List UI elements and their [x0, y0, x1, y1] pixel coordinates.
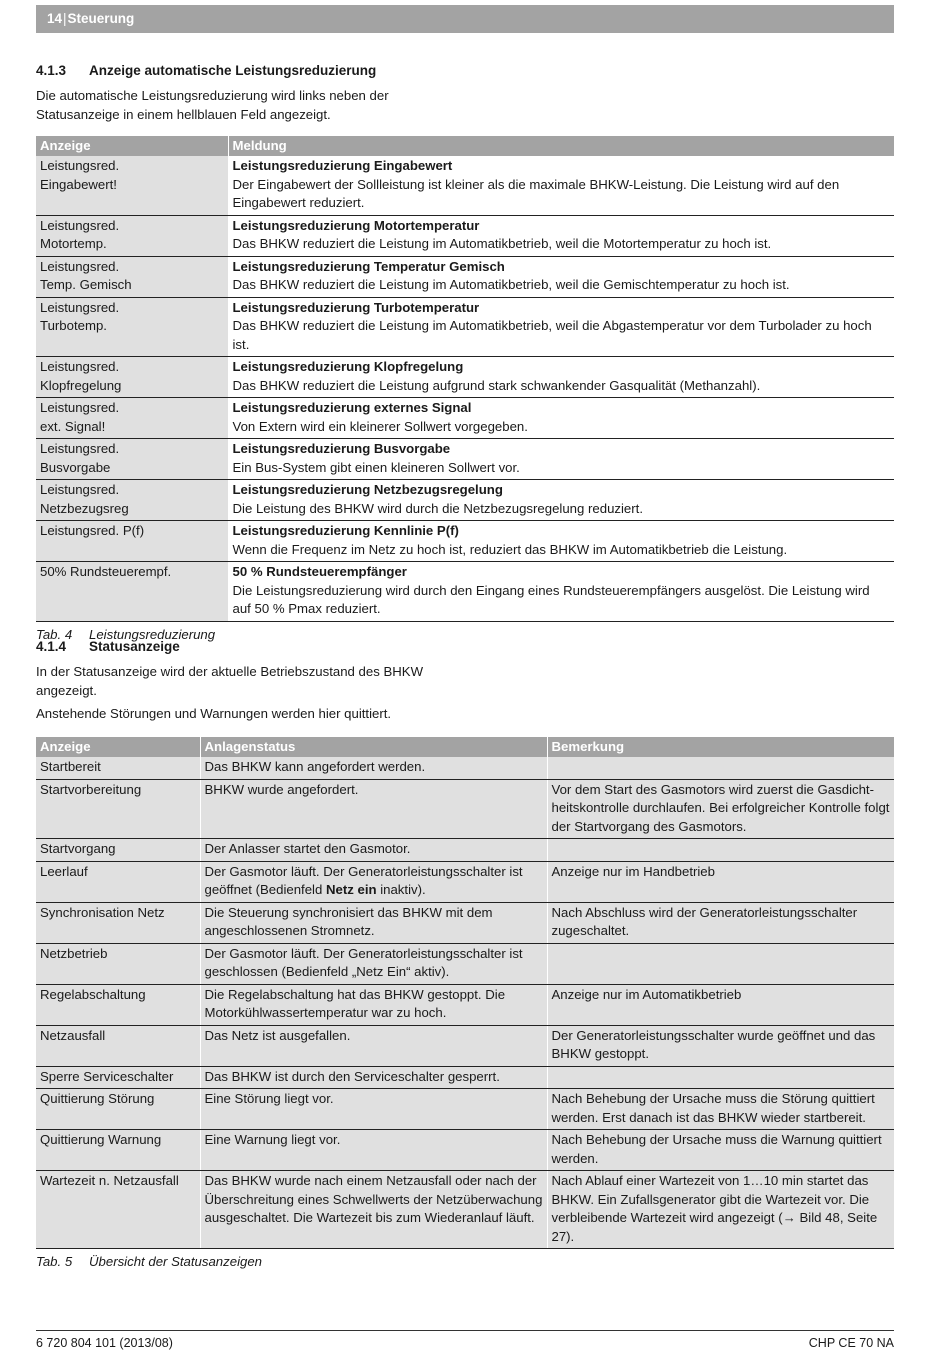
caption-text: Übersicht der Statusanzeigen — [89, 1254, 263, 1269]
footer-divider — [36, 1330, 894, 1331]
section-4-1-4 — [36, 638, 894, 724]
section-number: 4.1.4 — [36, 639, 67, 654]
cell-anzeige — [36, 156, 228, 215]
column-header-anzeige: Anzeige — [36, 737, 200, 757]
table-row — [36, 861, 894, 902]
cell-anzeige: Startvorgang — [36, 839, 200, 862]
cell-bemerkung — [547, 943, 894, 984]
table-leistungsreduzierung — [36, 136, 894, 622]
table-statusanzeigen — [36, 737, 894, 1249]
cell-anzeige — [36, 480, 228, 521]
meldung-text: Die Leistung des BHKW wird durch die Netzbezugsregelung reduziert. — [232, 500, 643, 516]
table-row — [36, 1130, 894, 1171]
anzeige-line-1: Leistungsred. — [40, 482, 120, 497]
intro-line-2: angezeigt. — [36, 682, 97, 698]
table-4 — [36, 136, 894, 644]
cell-meldung — [228, 480, 894, 521]
table-row — [36, 779, 894, 839]
cell-bemerkung: Nach Behebung der Ursache muss die Störung quittiert werden. Erst danach ist das BHKW wieder startbereit. — [547, 1089, 894, 1130]
cell-anzeige — [36, 297, 228, 357]
cell-anzeige: Quittierung Warnung — [36, 1130, 200, 1171]
page-header-bar — [36, 5, 894, 33]
anzeige-line-2: Eingabewert! — [40, 176, 117, 192]
meldung-title: Leistungsreduzierung Netzbezugsregelung — [232, 482, 503, 497]
cell-anzeige: Leerlauf — [36, 861, 200, 902]
meldung-text: Das BHKW reduziert die Leistung im Automatikbetrieb, weil die Motortemperatur zu hoch ist. — [232, 236, 772, 251]
anzeige-line-1: Leistungsred. P(f) — [40, 523, 145, 538]
cell-anlagenstatus: Die Regelabschaltung hat das BHKW gestoppt. Die Motorkühlwassertemperatur war zu hoch. — [200, 984, 547, 1025]
cell-anzeige: Synchronisation Netz — [36, 902, 200, 943]
meldung-title: Leistungsreduzierung Temperatur Gemisch — [232, 258, 505, 274]
cell-bemerkung: Nach Abschluss wird der Generatorleistungsschalter zugeschaltet. — [547, 902, 894, 943]
table-row — [36, 1066, 894, 1089]
table-row — [36, 1089, 894, 1130]
cell-anlagenstatus: Eine Störung liegt vor. — [200, 1089, 547, 1130]
status-text-post: inaktiv). — [376, 882, 426, 897]
table-row — [36, 398, 894, 439]
column-header-meldung: Meldung — [228, 136, 894, 156]
cell-anzeige — [36, 357, 228, 398]
cell-meldung — [228, 357, 894, 398]
meldung-text: Das BHKW reduziert die Leistung im Automatikbetrieb, weil die Gemischtemperatur zu hoch ist. — [232, 277, 790, 292]
table-row — [36, 1171, 894, 1249]
cell-anzeige: Wartezeit n. Netzausfall — [36, 1171, 200, 1249]
cell-anlagenstatus: Die Steuerung synchronisiert das BHKW mit dem angeschlossenen Stromnetz. — [200, 902, 547, 943]
cell-anzeige — [36, 521, 228, 562]
meldung-text: Wenn die Frequenz im Netz zu hoch ist, reduziert das BHKW im Automatikbetrieb die Leistung. — [232, 541, 788, 557]
table-row — [36, 215, 894, 256]
anzeige-line-1: Leistungsred. — [40, 299, 120, 315]
meldung-text: Der Eingabewert der Sollleistung ist kleiner als die maximale BHKW-Leistung. Die Leistung wird auf den Eingabewert reduziert. — [232, 176, 840, 210]
column-header-anlagenstatus: Anlagenstatus — [200, 737, 547, 757]
table-row — [36, 839, 894, 862]
cell-anlagenstatus: BHKW wurde angefordert. — [200, 779, 547, 839]
cell-anzeige — [36, 398, 228, 439]
cell-meldung — [228, 156, 894, 215]
cell-bemerkung: Anzeige nur im Handbetrieb — [547, 861, 894, 902]
table-row — [36, 757, 894, 779]
meldung-title: Leistungsreduzierung Turbotemperatur — [232, 299, 480, 315]
status-text-pre: Der Gasmotor läuft. Der Generatorleistungsschalter ist geöffnet (Bedienfeld — [204, 863, 523, 897]
cell-bemerkung — [547, 1066, 894, 1089]
anzeige-line-2: Motortemp. — [40, 236, 107, 251]
table-row — [36, 943, 894, 984]
meldung-title: Leistungsreduzierung Klopfregelung — [232, 359, 464, 374]
section-number: 4.1.3 — [36, 63, 67, 78]
section-4-1-3-heading — [36, 62, 894, 80]
cell-anzeige: Regelabschaltung — [36, 984, 200, 1025]
page-number: 14 — [47, 11, 63, 26]
anzeige-line-1: Leistungsred. — [40, 441, 120, 456]
section-4-1-4-intro-2: Anstehende Störungen und Warnungen werden hier quittiert. — [36, 706, 392, 721]
cell-meldung — [228, 215, 894, 256]
table-header-row — [36, 136, 894, 156]
anzeige-line-2: Busvorgabe — [40, 459, 111, 475]
table-row — [36, 439, 894, 480]
anzeige-line-2: ext. Signal! — [40, 418, 106, 434]
section-4-1-3 — [36, 62, 894, 124]
cell-anlagenstatus: Der Gasmotor läuft. Der Generatorleistungsschalter ist geschlossen (Bedienfeld „Netz Ein“ aktiv). — [200, 943, 547, 984]
anzeige-line-1: Leistungsred. — [40, 400, 120, 415]
table-row — [36, 297, 894, 357]
caption-number: Tab. 5 — [36, 1254, 73, 1269]
table-row — [36, 256, 894, 297]
section-title: Statusanzeige — [89, 639, 180, 654]
table-row — [36, 521, 894, 562]
cell-anzeige — [36, 215, 228, 256]
cell-anzeige: Sperre Serviceschalter — [36, 1066, 200, 1089]
footer-document-number: 6 720 804 101 (2013/08) — [36, 1336, 173, 1350]
table-row — [36, 357, 894, 398]
cell-anlagenstatus: Das BHKW kann angefordert werden. — [200, 757, 547, 779]
status-text-bold: Netz ein — [325, 882, 377, 897]
cell-anzeige: Startbereit — [36, 757, 200, 779]
table-5-body — [36, 757, 894, 1249]
meldung-text: Von Extern wird ein kleinerer Sollwert vorgegeben. — [232, 418, 528, 434]
cell-anlagenstatus: Das BHKW ist durch den Serviceschalter gesperrt. — [200, 1066, 547, 1089]
header-section: Steuerung — [67, 11, 135, 26]
cell-bemerkung — [547, 839, 894, 862]
section-4-1-4-intro — [36, 663, 894, 700]
cell-anzeige — [36, 562, 228, 622]
anzeige-line-2: Temp. Gemisch — [40, 277, 132, 292]
table-5 — [36, 737, 894, 1272]
meldung-text: Das BHKW reduziert die Leistung aufgrund stark schwankender Gasqualität (Methanzahl). — [232, 377, 761, 393]
cell-bemerkung: Nach Ablauf einer Wartezeit von 1…10 min startet das BHKW. Ein Zufallsgenerator gibt die Wartezeit vor. Die verbleibende Wartezeit wird angezeigt (→ Bild 48, Seite 27). — [547, 1171, 894, 1249]
meldung-title: Leistungsreduzierung externes Signal — [232, 400, 472, 415]
cell-bemerkung — [547, 757, 894, 779]
cell-bemerkung: Vor dem Start des Gasmotors wird zuerst die Gasdicht-heitskontrolle durchlaufen. Bei erfolgreicher Kontrolle folgt der Startvorgang des Gasmotors. — [547, 779, 894, 839]
cell-meldung — [228, 521, 894, 562]
table-row — [36, 1025, 894, 1066]
anzeige-line-2: Turbotemp. — [40, 318, 107, 333]
table-5-caption — [36, 1253, 894, 1272]
anzeige-line-1: 50% Rundsteuerempf. — [40, 564, 172, 579]
table-row — [36, 984, 894, 1025]
cell-anzeige: Startvorbereitung — [36, 779, 200, 839]
anzeige-line-1: Leistungsred. — [40, 258, 120, 274]
cell-anlagenstatus: Der Anlasser startet den Gasmotor. — [200, 839, 547, 862]
meldung-text: Die Leistungsreduzierung wird durch den Eingang eines Rundsteuerempfängers ausgelöst. Die Leistung wird auf 50 % Pmax reduziert. — [232, 582, 870, 616]
caption-text: Leistungsreduzierung — [89, 626, 216, 642]
meldung-title: 50 % Rundsteuerempfänger — [232, 564, 407, 579]
cell-anzeige: Netzausfall — [36, 1025, 200, 1066]
cell-meldung — [228, 439, 894, 480]
anzeige-line-1: Leistungsred. — [40, 359, 120, 374]
table-row — [36, 562, 894, 622]
cell-anlagenstatus: Eine Warnung liegt vor. — [200, 1130, 547, 1171]
cell-anzeige: Netzbetrieb — [36, 943, 200, 984]
cell-anlagenstatus: Das BHKW wurde nach einem Netzausfall oder nach der Überschreitung eines Schwellwerts der Netzüberwachung ausgeschaltet. Die Wartezeit bis zum Wiederanlauf läuft. — [200, 1171, 547, 1249]
footer-product-name: CHP CE 70 NA — [808, 1336, 894, 1350]
meldung-title: Leistungsreduzierung Motortemperatur — [232, 217, 480, 233]
meldung-title: Leistungsreduzierung Busvorgabe — [232, 441, 451, 456]
cell-anzeige: Quittierung Störung — [36, 1089, 200, 1130]
meldung-text: Das BHKW reduziert die Leistung im Automatikbetrieb, weil die Abgastemperatur vor dem Turbolader zu hoch ist. — [232, 318, 872, 352]
section-4-1-4-heading — [36, 638, 894, 656]
table-header-row — [36, 737, 894, 757]
cell-anzeige — [36, 439, 228, 480]
cell-meldung — [228, 562, 894, 622]
cell-anzeige — [36, 256, 228, 297]
anzeige-line-1: Leistungsred. — [40, 217, 120, 233]
intro-line-1: In der Statusanzeige wird der aktuelle Betriebszustand des BHKW — [36, 664, 424, 679]
cell-bemerkung: Anzeige nur im Automatikbetrieb — [547, 984, 894, 1025]
cell-anlagenstatus — [200, 861, 547, 902]
column-header-bemerkung: Bemerkung — [547, 737, 894, 757]
cell-meldung — [228, 256, 894, 297]
table-row — [36, 480, 894, 521]
anzeige-line-2: Netzbezugsreg — [40, 500, 129, 516]
cell-meldung — [228, 398, 894, 439]
table-row — [36, 902, 894, 943]
cell-bemerkung: Nach Behebung der Ursache muss die Warnung quittiert werden. — [547, 1130, 894, 1171]
section-4-1-3-intro — [36, 87, 894, 124]
cell-anlagenstatus: Das Netz ist ausgefallen. — [200, 1025, 547, 1066]
anzeige-line-1: Leistungsred. — [40, 158, 120, 173]
cell-bemerkung: Der Generatorleistungsschalter wurde geöffnet und das BHKW gestoppt. — [547, 1025, 894, 1066]
cell-meldung — [228, 297, 894, 357]
table-4-body — [36, 156, 894, 621]
column-header-anzeige: Anzeige — [36, 136, 228, 156]
table-row — [36, 156, 894, 215]
caption-number: Tab. 4 — [36, 626, 73, 642]
section-title: Anzeige automatische Leistungsreduzierung — [89, 63, 377, 78]
intro-line-2: Statusanzeige in einem hellblauen Feld angezeigt. — [36, 106, 331, 122]
meldung-title: Leistungsreduzierung Eingabewert — [232, 158, 453, 173]
intro-line-1: Die automatische Leistungsreduzierung wird links neben der — [36, 88, 389, 103]
anzeige-line-2: Klopfregelung — [40, 377, 122, 393]
meldung-title: Leistungsreduzierung Kennlinie P(f) — [232, 523, 459, 538]
header-separator: | — [63, 11, 67, 26]
meldung-text: Ein Bus-System gibt einen kleineren Sollwert vor. — [232, 459, 520, 475]
